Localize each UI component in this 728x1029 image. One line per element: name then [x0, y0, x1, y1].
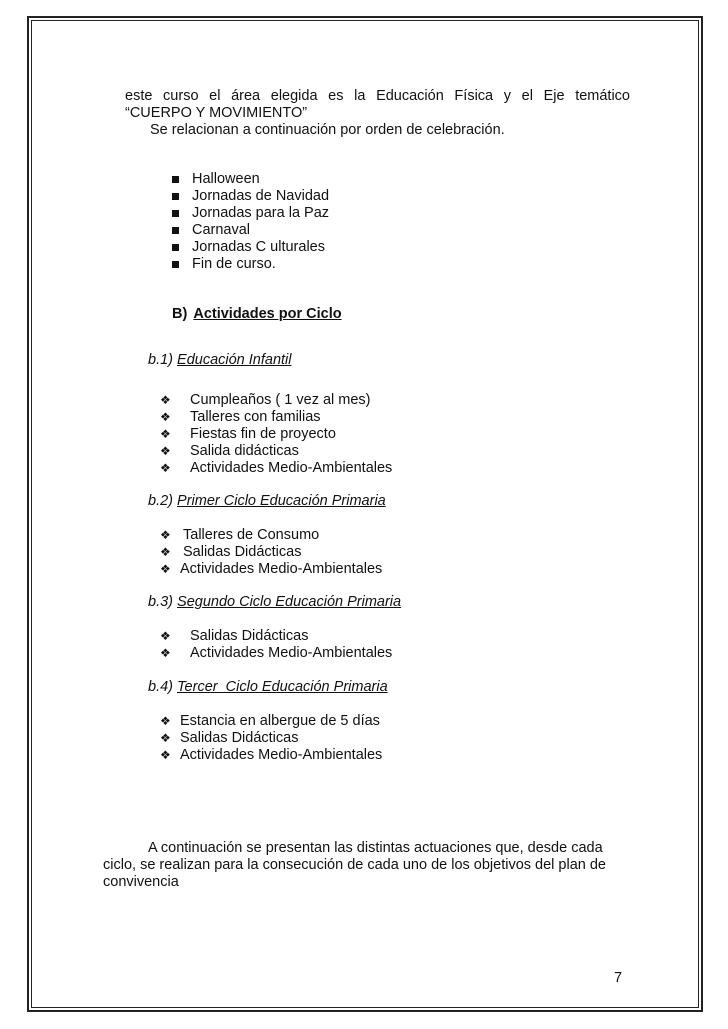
list-item: Carnaval	[192, 222, 250, 239]
b4-heading: b.4) Tercer Ciclo Educación Primaria	[148, 679, 388, 695]
diamond-bullet-icon: ❖	[160, 562, 171, 576]
list-item: Jornadas de Navidad	[192, 188, 329, 205]
list-item: ❖ Talleres con familias	[160, 409, 321, 425]
b3-heading: b.3) Segundo Ciclo Educación Primaria	[148, 594, 402, 610]
diamond-bullet-icon: ❖	[160, 731, 171, 745]
section-b-heading: B) Actividades por Ciclo	[172, 306, 342, 322]
diamond-bullet-icon: ❖	[160, 393, 171, 407]
list-item: ❖ Estancia en albergue de 5 días	[160, 713, 380, 729]
list-item: ❖ Actividades Medio-Ambientales	[160, 645, 393, 661]
list-item: ❖ Actividades Medio-Ambientales	[160, 561, 383, 577]
list-item: ❖ Fiestas fin de proyecto	[160, 426, 336, 442]
b2-heading: b.2) Primer Ciclo Educación Primaria	[148, 493, 386, 509]
list-item: ❖ Actividades Medio-Ambientales	[160, 747, 383, 763]
intro-line-1: este curso el área elegida es la Educación Física y el Eje temático	[125, 88, 630, 104]
list-item: ❖ Actividades Medio-Ambientales	[160, 460, 393, 476]
page-number: 7	[614, 970, 623, 986]
closing-line-2: ciclo, se realizan para la consecución de cada uno de los objetivos del plan de	[103, 857, 606, 873]
list-item: Jornadas para la Paz	[192, 205, 329, 222]
closing-line-1: A continuación se presentan las distintas actuaciones que, desde cada	[148, 840, 603, 856]
diamond-bullet-icon: ❖	[160, 545, 171, 559]
b1-heading: b.1) Educación Infantil	[148, 352, 292, 368]
list-item: Fin de curso.	[192, 256, 276, 273]
list-item: ❖ Cumpleaños ( 1 vez al mes)	[160, 392, 371, 408]
list-item: ❖ Salidas Didácticas	[160, 730, 299, 746]
list-item: ❖ Talleres de Consumo	[160, 527, 320, 543]
diamond-bullet-icon: ❖	[160, 528, 171, 542]
diamond-bullet-icon: ❖	[160, 461, 171, 475]
list-item: ❖ Salida didácticas	[160, 443, 299, 459]
square-bullet-icon	[172, 210, 179, 217]
intro-line-3: Se relacionan a continuación por orden de celebración.	[150, 122, 505, 138]
diamond-bullet-icon: ❖	[160, 444, 171, 458]
square-bullet-icon	[172, 176, 179, 183]
square-bullet-icon	[172, 193, 179, 200]
intro-line-2: “CUERPO Y MOVIMIENTO”	[125, 105, 308, 121]
diamond-bullet-icon: ❖	[160, 646, 171, 660]
list-item: Halloween	[192, 171, 260, 188]
diamond-bullet-icon: ❖	[160, 629, 171, 643]
closing-line-3: convivencia	[103, 874, 179, 890]
diamond-bullet-icon: ❖	[160, 410, 171, 424]
list-item: ❖ Salidas Didácticas	[160, 628, 309, 644]
list-item: ❖ Salidas Didácticas	[160, 544, 302, 560]
square-bullet-icon	[172, 261, 179, 268]
diamond-bullet-icon: ❖	[160, 714, 171, 728]
diamond-bullet-icon: ❖	[160, 427, 171, 441]
square-bullet-icon	[172, 244, 179, 251]
square-bullet-icon	[172, 227, 179, 234]
list-item: Jornadas C ulturales	[192, 239, 325, 256]
diamond-bullet-icon: ❖	[160, 748, 171, 762]
